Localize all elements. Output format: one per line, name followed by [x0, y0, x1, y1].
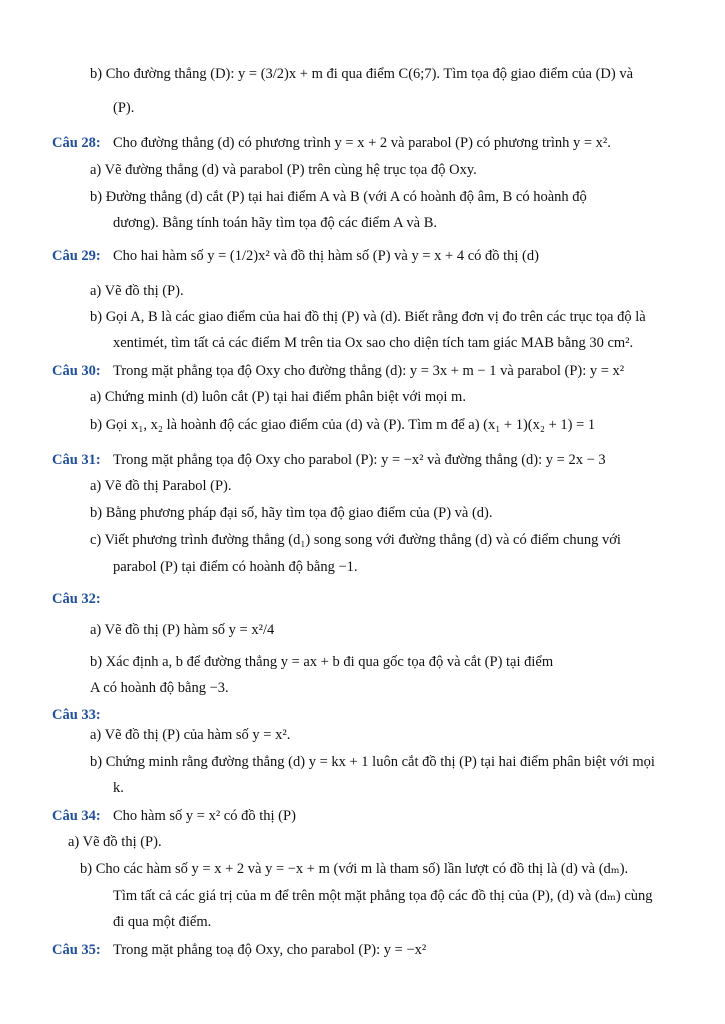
- question-number: Câu 35:: [52, 942, 101, 958]
- question-number: Câu 33:: [52, 707, 101, 723]
- question-number: Câu 31:: [52, 452, 101, 468]
- line-text: A có hoành độ bằng −3.: [90, 680, 229, 696]
- line-text: dương). Bằng tính toán hãy tìm tọa độ các điểm A và B.: [113, 215, 437, 231]
- text-line: [90, 187, 587, 209]
- question-number: Câu 32:: [52, 591, 101, 607]
- text-line: [113, 98, 134, 120]
- line-text: b) Gọi x₁, x₂ là hoành độ các giao điểm của (d) và (P). Tìm m để a) (x₁ + 1)(x₂ + 1) = 1: [90, 417, 596, 433]
- question-number: Câu 29:: [52, 248, 101, 264]
- line-text: Cho hai hàm số y = (1/2)x² và đồ thị hàm số (P) và y = x + 4 có đồ thị (d): [113, 248, 539, 264]
- line-text: Tìm tất cả các giá trị của m để trên một mặt phẳng tọa độ các đồ thị của (P), (d) và (dₘ) cùng: [113, 888, 653, 904]
- text-line: [90, 387, 466, 409]
- question-number: Câu 34:: [52, 808, 101, 824]
- question-line: [52, 246, 539, 268]
- line-text: Trong mặt phẳng tọa độ Oxy cho đường thẳng (d): y = 3x + m − 1 và parabol (P): y = x²: [113, 363, 625, 379]
- text-line: [90, 415, 595, 437]
- text-line: [90, 476, 231, 498]
- text-line: [113, 778, 124, 800]
- text-line: [90, 752, 655, 774]
- text-line: [90, 503, 493, 525]
- line-text: Cho đường thẳng (d) có phương trình y = x + 2 và parabol (P) có phương trình y = x².: [113, 135, 611, 151]
- line-text: b) Gọi A, B là các giao điểm của hai đồ thị (P) và (d). Biết rằng đơn vị đo trên các trục tọa độ là: [90, 309, 646, 325]
- text-line: [90, 160, 477, 182]
- line-text: b) Đường thẳng (d) cắt (P) tại hai điểm A và B (với A có hoành độ âm, B có hoành độ: [90, 189, 587, 205]
- text-line: [90, 530, 621, 552]
- text-line: [113, 912, 211, 934]
- question-line: [52, 133, 611, 155]
- question-number: Câu 28:: [52, 135, 101, 151]
- text-line: [90, 678, 229, 700]
- line-text: b) Chứng minh rằng đường thẳng (d) y = kx + 1 luôn cắt đồ thị (P) tại hai điểm phân biệt với mọi: [90, 754, 655, 770]
- text-line: [113, 333, 633, 355]
- question-line: [52, 450, 606, 472]
- text-line: [113, 213, 437, 235]
- question-line: [52, 806, 296, 828]
- question-line: [52, 589, 113, 611]
- text-line: [90, 620, 274, 642]
- line-text: a) Vẽ đồ thị (P).: [90, 283, 184, 299]
- line-text: k.: [113, 780, 124, 796]
- line-text: Trong mặt phẳng toạ độ Oxy, cho parabol (P): y = −x²: [113, 942, 427, 958]
- text-line: [90, 725, 290, 747]
- line-text: b) Cho các hàm số y = x + 2 và y = −x + m (với m là tham số) lần lượt có đồ thị là (d) và (dₘ).: [80, 861, 629, 877]
- line-text: Trong mặt phẳng tọa độ Oxy cho parabol (P): y = −x² và đường thẳng (d): y = 2x − 3: [113, 452, 606, 468]
- text-line: [80, 859, 628, 881]
- text-line: [113, 886, 653, 908]
- line-text: a) Chứng minh (d) luôn cắt (P) tại hai điểm phân biệt với mọi m.: [90, 389, 466, 405]
- line-text: (P).: [113, 100, 135, 116]
- line-text: a) Vẽ đường thẳng (d) và parabol (P) trên cùng hệ trục tọa độ Oxy.: [90, 162, 477, 178]
- text-line: [90, 281, 184, 303]
- line-text: a) Vẽ đồ thị (P) của hàm số y = x².: [90, 727, 291, 743]
- line-text: đi qua một điểm.: [113, 914, 212, 930]
- text-line: [113, 557, 358, 579]
- text-line: [68, 832, 162, 854]
- line-text: b) Cho đường thẳng (D): y = (3/2)x + m đi qua điểm C(6;7). Tìm tọa độ giao điểm của (D) và: [90, 66, 634, 82]
- line-text: xentimét, tìm tất cả các điểm M trên tia Ox sao cho diện tích tam giác MAB bằng 30 cm².: [113, 335, 634, 351]
- line-text: a) Vẽ đồ thị (P) hàm số y = x²/4: [90, 622, 275, 638]
- question-line: [52, 705, 113, 727]
- text-line: [90, 307, 646, 329]
- line-text: c) Viết phương trình đường thẳng (d₁) song song với đường thẳng (d) và có điểm chung với: [90, 532, 621, 548]
- question-line: [52, 940, 426, 962]
- line-text: a) Vẽ đồ thị (P).: [68, 834, 162, 850]
- line-text: Cho hàm số y = x² có đồ thị (P): [113, 808, 296, 824]
- line-text: b) Xác định a, b để đường thẳng y = ax + b đi qua gốc tọa độ và cắt (P) tại điểm: [90, 654, 554, 670]
- line-text: b) Bằng phương pháp đại số, hãy tìm tọa độ giao điểm của (P) và (d).: [90, 505, 493, 521]
- text-line: [90, 652, 553, 674]
- text-line: [90, 64, 633, 86]
- line-text: parabol (P) tại điểm có hoành độ bằng −1.: [113, 559, 358, 575]
- line-text: a) Vẽ đồ thị Parabol (P).: [90, 478, 232, 494]
- question-line: [52, 361, 624, 383]
- question-number: Câu 30:: [52, 363, 101, 379]
